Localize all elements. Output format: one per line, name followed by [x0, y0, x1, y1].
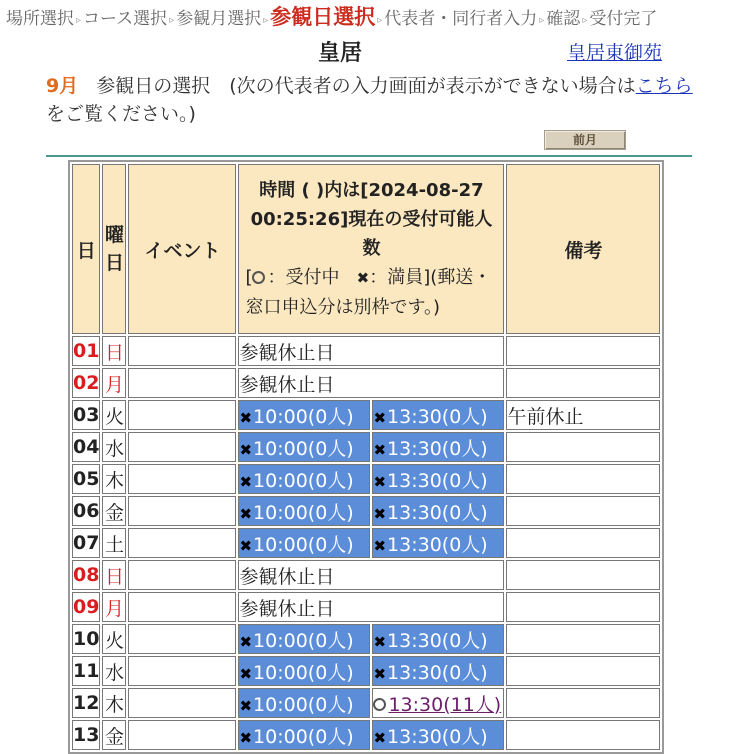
breadcrumb-step-complete: 受付完了 [589, 9, 658, 29]
event-cell [128, 528, 236, 558]
day-cell: 11 [72, 656, 100, 686]
slot-full [238, 720, 370, 750]
cross-icon: ✖ [239, 472, 253, 491]
breadcrumb-step-course: コース選択 [83, 9, 168, 29]
event-cell [128, 464, 236, 494]
slot-full [238, 464, 370, 494]
event-cell [128, 496, 236, 526]
day-cell: 06 [72, 496, 100, 526]
column-header-event: イベント [128, 164, 236, 334]
header-row [72, 164, 660, 334]
cross-icon: ✖ [373, 440, 387, 459]
triangle-right-icon: ▹ [76, 15, 82, 26]
intro-text-before: 参観日の選択 (次の代表者の入力画面が表示ができない場合は [96, 75, 636, 97]
slot-text: 10:00(0人) [253, 693, 354, 716]
weekday-cell: 月 [102, 368, 126, 398]
slot-text: 13:30(0人) [387, 629, 488, 652]
garden-link[interactable]: 皇居東御苑 [567, 42, 663, 64]
slot-full [372, 400, 504, 430]
remarks-cell [506, 624, 660, 654]
event-cell [128, 592, 236, 622]
cross-icon: ✖ [239, 728, 253, 747]
calendar-table [68, 160, 664, 754]
remarks-cell: 午前休止 [506, 400, 660, 430]
day-cell: 12 [72, 688, 100, 718]
slot-full [238, 528, 370, 558]
divider [46, 155, 692, 157]
remarks-cell [506, 336, 660, 366]
prev-month-button[interactable]: 前月 [544, 130, 626, 150]
slot-text[interactable]: 13:30(11人) [388, 693, 502, 716]
cross-icon: ✖ [239, 536, 253, 555]
cross-icon: ✖ [239, 664, 253, 683]
table-row [72, 656, 660, 686]
triangle-right-icon: ▹ [582, 15, 588, 26]
slot-text: 10:00(0人) [253, 405, 354, 428]
weekday-header-text: 曜日 [104, 224, 124, 274]
table-row [72, 560, 660, 590]
cross-icon: ✖ [373, 536, 387, 555]
remarks-cell [506, 656, 660, 686]
slot-text: 13:30(0人) [387, 469, 488, 492]
closed-cell: 参観休止日 [238, 368, 504, 398]
day-cell: 04 [72, 432, 100, 462]
closed-cell: 参観休止日 [238, 560, 504, 590]
table-row [72, 400, 660, 430]
day-cell: 09 [72, 592, 100, 622]
weekday-cell: 金 [102, 720, 126, 750]
cross-icon: ✖ [239, 504, 253, 523]
slot-text: 10:00(0人) [253, 437, 354, 460]
weekday-cell: 水 [102, 432, 126, 462]
cross-icon: ✖ [373, 408, 387, 427]
day-cell: 13 [72, 720, 100, 750]
table-row [72, 592, 660, 622]
triangle-right-icon: ▹ [263, 15, 269, 26]
intro-text [46, 72, 696, 128]
event-cell [128, 720, 236, 750]
remarks-cell [506, 464, 660, 494]
cross-icon: ✖ [373, 664, 387, 683]
event-cell [128, 336, 236, 366]
breadcrumb-step-month: 参観月選択 [176, 9, 262, 29]
event-cell [128, 656, 236, 686]
day-cell: 08 [72, 560, 100, 590]
column-header-weekday [102, 164, 126, 334]
day-cell: 02 [72, 368, 100, 398]
event-cell [128, 368, 236, 398]
cross-icon: ✖ [239, 440, 253, 459]
closed-cell: 参観休止日 [238, 336, 504, 366]
slot-full [372, 464, 504, 494]
remarks-cell [506, 720, 660, 750]
slot-open-link[interactable] [372, 688, 504, 718]
slot-text: 10:00(0人) [253, 661, 354, 684]
breadcrumb-step-representative: 代表者・同行者入力 [384, 9, 538, 29]
column-header-remarks: 備考 [506, 164, 660, 334]
column-header-time [238, 164, 504, 334]
time-header-title: 時間 ( )内は[2024-08-27 00:25:26]現在の受付可能人数 [250, 180, 493, 259]
remarks-cell [506, 592, 660, 622]
remarks-cell [506, 368, 660, 398]
cross-icon: ✖ [356, 269, 370, 287]
slot-text: 13:30(0人) [387, 405, 488, 428]
closed-cell: 参観休止日 [238, 592, 504, 622]
weekday-cell: 土 [102, 528, 126, 558]
day-cell: 05 [72, 464, 100, 494]
breadcrumb-step-place: 場所選択 [6, 9, 74, 29]
column-header-day: 日 [72, 164, 100, 334]
event-cell [128, 432, 236, 462]
legend-full-text: ：満員](郵送・窓口申込分は別枠です。) [245, 267, 492, 318]
day-cell: 01 [72, 336, 100, 366]
remarks-cell [506, 560, 660, 590]
triangle-right-icon: ▹ [539, 15, 545, 26]
breadcrumb-step-confirm: 確認 [546, 9, 581, 29]
remarks-cell [506, 528, 660, 558]
slot-full [238, 496, 370, 526]
slot-text: 10:00(0人) [253, 469, 354, 492]
slot-text: 10:00(0人) [253, 533, 354, 556]
slot-full [238, 688, 370, 718]
day-cell: 10 [72, 624, 100, 654]
cross-icon: ✖ [373, 728, 387, 747]
table-row [72, 432, 660, 462]
slot-text: 13:30(0人) [387, 661, 488, 684]
slot-text: 13:30(0人) [387, 501, 488, 524]
table-row [72, 624, 660, 654]
table-row [72, 688, 660, 718]
page-title: 皇居 [318, 41, 363, 66]
time-header-legend: [ ：受付中 ✖：満員](郵送・窓口申込分は別枠です。) [245, 267, 492, 318]
breadcrumb [6, 4, 736, 30]
cross-icon: ✖ [373, 472, 387, 491]
table-row [72, 720, 660, 750]
table-row [72, 528, 660, 558]
remarks-cell [506, 432, 660, 462]
triangle-right-icon: ▹ [377, 15, 383, 26]
weekday-cell: 火 [102, 624, 126, 654]
cross-icon: ✖ [239, 408, 253, 427]
table-row [72, 496, 660, 526]
slot-full [372, 720, 504, 750]
circle-icon [252, 271, 265, 284]
day-cell: 03 [72, 400, 100, 430]
slot-full [372, 432, 504, 462]
intro-text-after: をご覧ください。) [46, 103, 196, 125]
slot-text: 10:00(0人) [253, 629, 354, 652]
cross-icon: ✖ [239, 632, 253, 651]
remarks-cell [506, 496, 660, 526]
slot-text: 13:30(0人) [387, 725, 488, 748]
table-row [72, 464, 660, 494]
table-row [72, 336, 660, 366]
slot-full [372, 496, 504, 526]
legend-open-text: ：受付中 [267, 267, 340, 288]
month-label: 9月 [46, 75, 79, 97]
slot-text: 10:00(0人) [253, 501, 354, 524]
breadcrumb-step-date-current: 参観日選択 [270, 5, 376, 29]
weekday-cell: 木 [102, 464, 126, 494]
event-cell [128, 624, 236, 654]
weekday-cell: 月 [102, 592, 126, 622]
triangle-right-icon: ▹ [169, 15, 175, 26]
slot-full [238, 624, 370, 654]
slot-full [372, 528, 504, 558]
event-cell [128, 560, 236, 590]
table-row [72, 368, 660, 398]
remarks-cell [506, 688, 660, 718]
slot-full [372, 624, 504, 654]
cross-icon: ✖ [373, 504, 387, 523]
slot-full [372, 656, 504, 686]
weekday-cell: 金 [102, 496, 126, 526]
slot-full [238, 400, 370, 430]
slot-text: 10:00(0人) [253, 725, 354, 748]
weekday-cell: 日 [102, 336, 126, 366]
slot-full [238, 432, 370, 462]
event-cell [128, 400, 236, 430]
cross-icon: ✖ [373, 632, 387, 651]
slot-text: 13:30(0人) [387, 533, 488, 556]
help-link[interactable]: こちら [635, 75, 693, 97]
day-cell: 07 [72, 528, 100, 558]
weekday-cell: 水 [102, 656, 126, 686]
slot-text: 13:30(0人) [387, 437, 488, 460]
cross-icon: ✖ [239, 696, 253, 715]
event-cell [128, 688, 236, 718]
slot-full [238, 656, 370, 686]
circle-icon [373, 698, 386, 711]
weekday-cell: 火 [102, 400, 126, 430]
weekday-cell: 日 [102, 560, 126, 590]
weekday-cell: 木 [102, 688, 126, 718]
